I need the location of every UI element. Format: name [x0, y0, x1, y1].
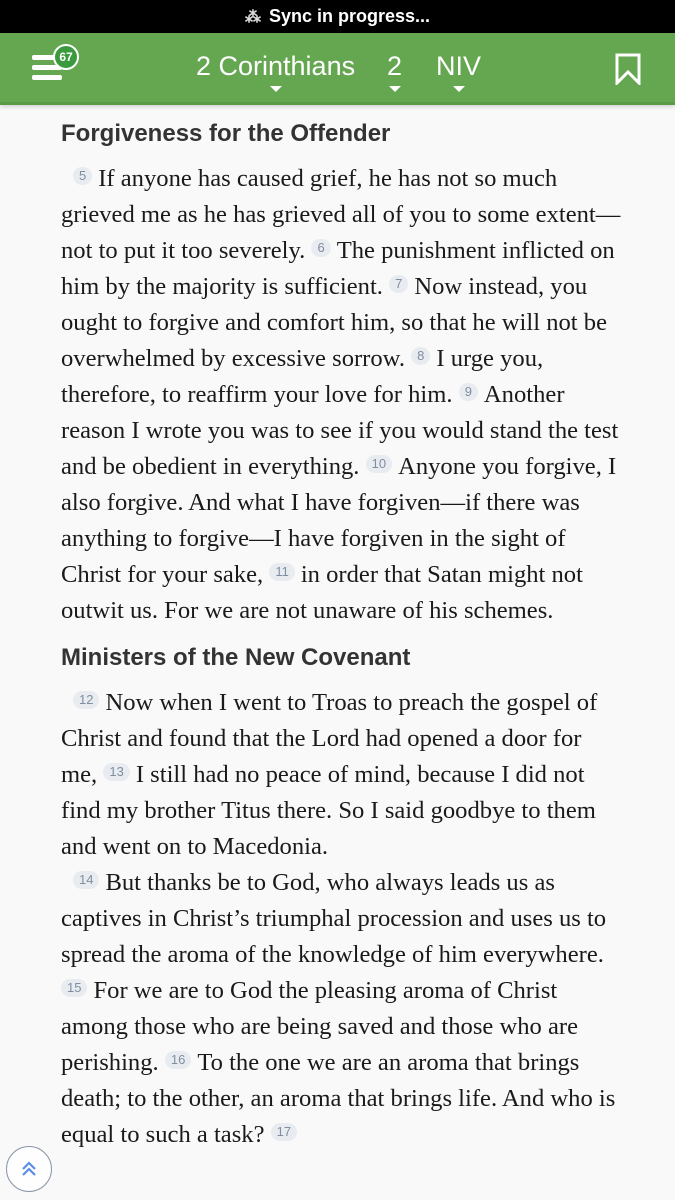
- double-chevron-up-icon: [19, 1159, 39, 1179]
- verse-number[interactable]: 5: [73, 167, 92, 185]
- section-heading: Forgiveness for the Offender: [61, 120, 391, 147]
- verse-number[interactable]: 15: [61, 979, 87, 997]
- top-app-bar: [0, 33, 675, 105]
- verse-text: I still had no peace of mind, because I did not find my brother Titus there. So I said goodbye to them and went on to Macedonia.: [61, 761, 596, 860]
- version-label: NIV: [436, 51, 482, 81]
- verse-number[interactable]: 6: [311, 239, 330, 257]
- status-bar: [0, 0, 675, 33]
- verse-text: For we are to God the pleasing aroma of Christ among those who are being saved and those who are perishing.: [61, 977, 578, 1076]
- verse-number[interactable]: 14: [73, 871, 99, 889]
- paragraph: [61, 865, 621, 1153]
- verse-text: Anyone you forgive, I also forgive. And what I have forgiven—if there was anything to forgive—I have forgiven in the sight of Christ for your sake,: [61, 453, 617, 588]
- chapter-label: 2: [387, 51, 403, 81]
- chevron-down-icon: [389, 86, 401, 92]
- verse-number[interactable]: 13: [103, 763, 129, 781]
- verse-number[interactable]: 12: [73, 691, 99, 709]
- verse-text: Another reason I wrote you was to see if you would stand the test and be obedient in everything.: [61, 381, 619, 480]
- bookmark-button[interactable]: [615, 53, 641, 90]
- spinner-icon: ⁂: [244, 8, 261, 26]
- version-selector[interactable]: [436, 51, 481, 92]
- chapter-content: [61, 105, 621, 1153]
- scroll-to-top-button[interactable]: [6, 1146, 52, 1192]
- paragraph: [61, 685, 621, 865]
- verse-number[interactable]: 9: [459, 383, 478, 401]
- verse-text: in order that Satan might not outwit us. For we are not unaware of his schemes.: [61, 561, 583, 624]
- verse-text: If anyone has caused grief, he has not so much grieved me as he has grieved all of you to some extent—not to put it too severely.: [61, 165, 621, 264]
- verse-text: The punishment inflicted on him by the majority is sufficient.: [61, 237, 615, 300]
- verse-number[interactable]: 7: [389, 275, 408, 293]
- chapter-selector[interactable]: [387, 51, 402, 92]
- bookmark-icon: [615, 53, 641, 85]
- verse-text: To the one we are an aroma that brings death; to the other, an aroma that brings life. And who is equal to such a task?: [61, 1049, 616, 1148]
- sync-status-text: Sync in progress...: [268, 6, 431, 26]
- notification-badge: 67: [53, 44, 79, 70]
- book-label: 2 Corinthians: [196, 51, 356, 81]
- paragraph: [61, 161, 621, 629]
- verse-text: Now when I went to Troas to preach the gospel of Christ and found that the Lord had opened a door for me,: [61, 689, 598, 788]
- chevron-down-icon: [453, 86, 465, 92]
- chevron-down-icon: [270, 86, 282, 92]
- book-selector[interactable]: [196, 51, 355, 92]
- verse-number[interactable]: 10: [366, 455, 392, 473]
- verse-number[interactable]: 11: [269, 563, 295, 581]
- verse-text: I urge you, therefore, to reaffirm your love for him.: [61, 345, 544, 408]
- section-heading: Ministers of the New Covenant: [61, 644, 411, 671]
- verse-number[interactable]: 17: [271, 1123, 297, 1141]
- verse-number[interactable]: 8: [411, 347, 430, 365]
- verse-text: Now instead, you ought to forgive and comfort him, so that he will not be overwhelmed by excessive sorrow.: [61, 273, 607, 372]
- verse-number[interactable]: 16: [165, 1051, 191, 1069]
- verse-text: But thanks be to God, who always leads us as captives in Christ’s triumphal procession and uses us to spread the aroma of the knowledge of him everywhere.: [61, 869, 607, 968]
